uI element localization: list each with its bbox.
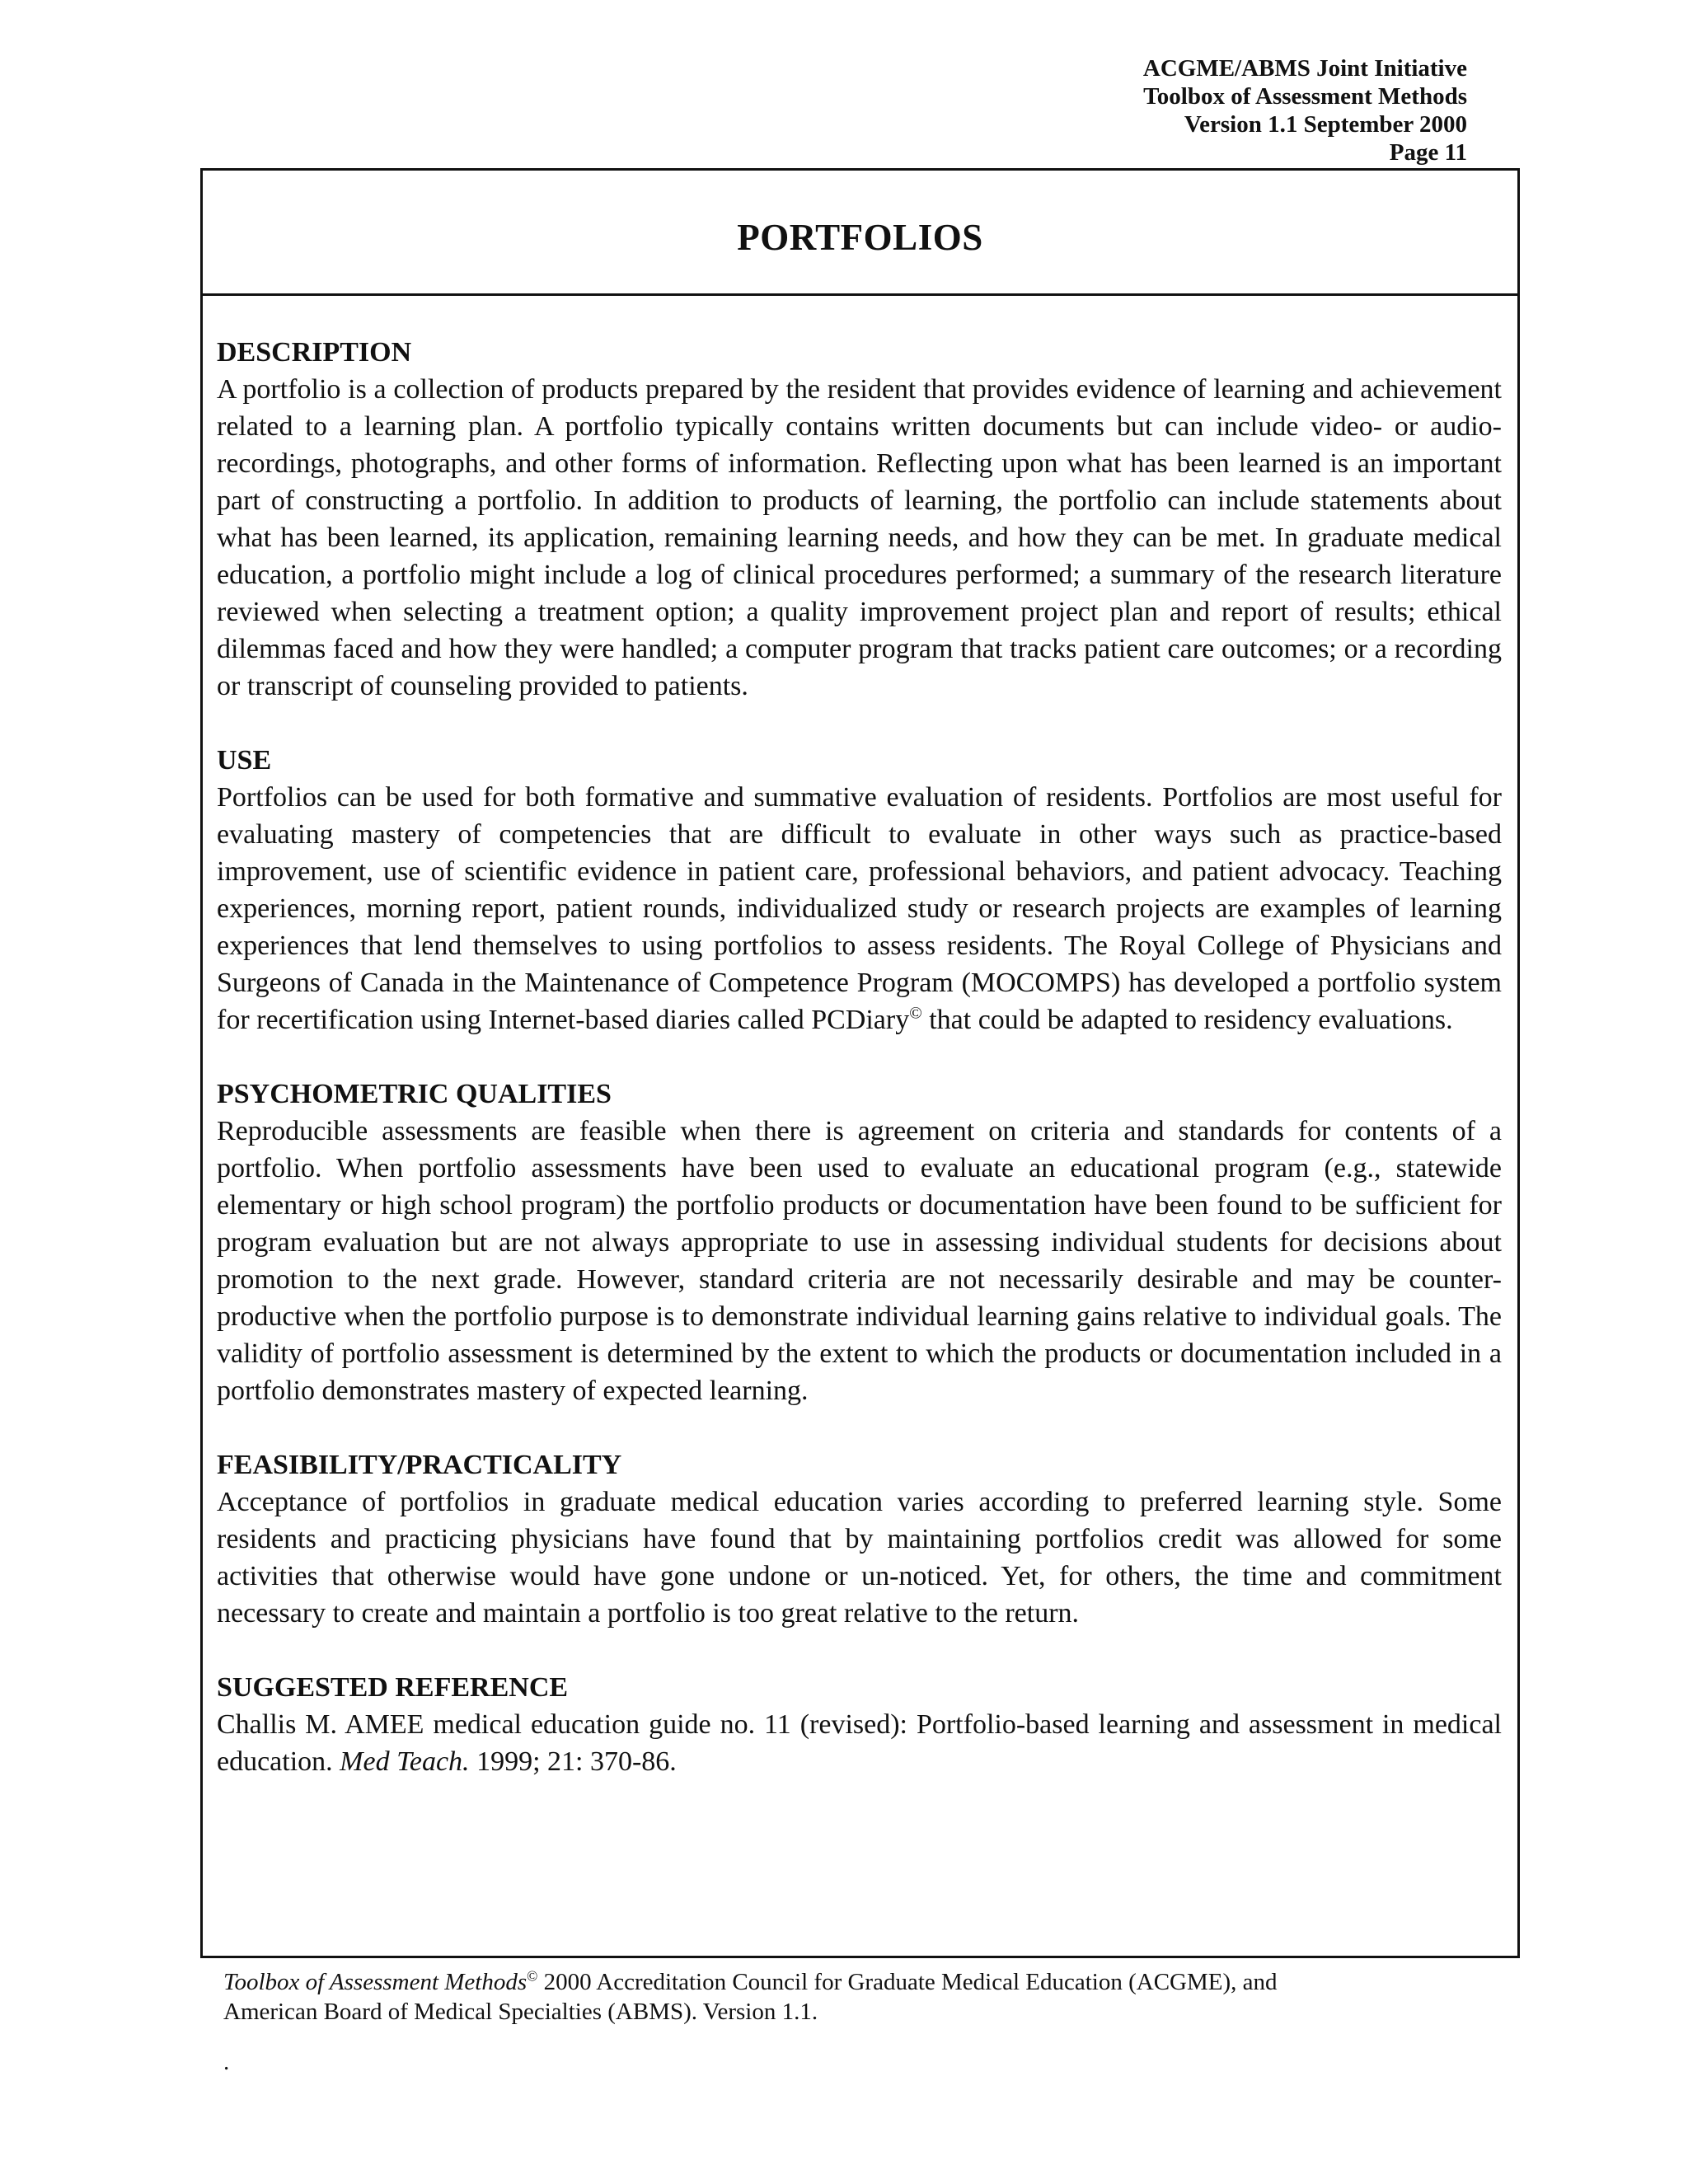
reference-text-part2: 1999; 21: 370-86. xyxy=(469,1746,677,1777)
footer-line1 xyxy=(223,1967,1509,1997)
trailing-period: . xyxy=(223,2049,230,2075)
page-title: PORTFOLIOS xyxy=(737,216,983,258)
header-version: Version 1.1 September 2000 xyxy=(1184,111,1467,138)
running-header xyxy=(1143,54,1467,166)
section-feasibility xyxy=(217,1446,1502,1632)
title-area xyxy=(203,171,1517,296)
section-body-use xyxy=(217,779,1502,1038)
reference-journal: Med Teach. xyxy=(340,1746,470,1777)
header-initiative: ACGME/ABMS Joint Initiative xyxy=(1142,55,1467,82)
footer-toolbox-title: Toolbox of Assessment Methods xyxy=(223,1969,528,1995)
section-heading-reference: SUGGESTED REFERENCE xyxy=(217,1672,569,1703)
section-heading-feasibility: FEASIBILITY/PRACTICALITY xyxy=(217,1450,622,1480)
document-content xyxy=(203,334,1517,1780)
section-heading-use: USE xyxy=(217,745,272,776)
section-description xyxy=(217,334,1502,705)
copyright-mark: © xyxy=(909,1004,922,1023)
use-text-part1: Portfolios can be used for both formative and summative evaluation of residents. Portfolios are most useful for evaluating mastery of competencies that are difficult to evaluate in other ways such as practice-based improvement, use of scientific evidence in patient care, professional behaviors, and patient advocacy. Teaching experiences, morning report, patient rounds, individualized study or research projects are examples of learning experiences that lend themselves to using portfolios to assess residents. The Royal College of Physicians and Surgeons of Canada in the Maintenance of Competence Program (MOCOMPS) has developed a portfolio system for recertification using Internet-based diaries called PCDiary xyxy=(217,782,1502,1035)
header-page-number: Page 11 xyxy=(1389,139,1467,166)
reference-text-part1: Challis M. AMEE medical education guide no. 11 (revised): Portfolio-based learning and assessment in medical education. xyxy=(217,1709,1502,1777)
content-box xyxy=(200,168,1520,1958)
section-body-psychometric: Reproducible assessments are feasible when there is agreement on criteria and standards for contents of a portfolio. When portfolio assessments have been used to evaluate an educational program (e.g., statewide elementary or high school program) the portfolio products or documentation have been found to be sufficient for program evaluation but are not always appropriate to use in assessing individual students for decisions about promotion to the next grade. However, standard criteria are not necessarily desirable and may be counter-productive when the portfolio purpose is to demonstrate individual learning gains relative to individual goals. The validity of portfolio assessment is determined by the extent to which the products or documentation included in a portfolio demonstrates mastery of expected learning. xyxy=(217,1116,1502,1406)
section-psychometric xyxy=(217,1076,1502,1409)
section-body-description: A portfolio is a collection of products prepared by the resident that provides evidence of learning and achievement related to a learning plan. A portfolio typically contains written documents but can include video- or audio-recordings, photographs, and other forms of information. Reflecting upon what has been learned is an important part of constructing a portfolio. In addition to products of learning, the portfolio can include statements about what has been learned, its application, remaining learning needs, and how they can be met. In graduate medical education, a portfolio might include a log of clinical procedures performed; a summary of the research literature reviewed when selecting a treatment option; a quality improvement project plan and report of results; ethical dilemmas faced and how they were handled; a computer program that tracks patient care outcomes; or a recording or transcript of counseling provided to patients. xyxy=(217,374,1502,701)
header-toolbox: Toolbox of Assessment Methods xyxy=(1143,83,1467,110)
use-text-part2: that could be adapted to residency evaluations. xyxy=(921,1005,1453,1035)
page-footer xyxy=(223,1967,1509,2027)
section-heading-description: DESCRIPTION xyxy=(217,337,412,368)
footer-text-line1: 2000 Accreditation Council for Graduate Medical Education (ACGME), and xyxy=(537,1969,1278,1995)
footer-text-line2: American Board of Medical Specialties (ABMS). Version 1.1. xyxy=(223,1999,818,2025)
section-heading-psychometric: PSYCHOMETRIC QUALITIES xyxy=(217,1079,612,1109)
section-body-feasibility: Acceptance of portfolios in graduate medical education varies according to preferred learning style. Some residents and practicing physicians have found that by maintaining portfolios credit was allowed for some activities that otherwise would have gone undone or un-noticed. Yet, for others, the time and commitment necessary to create and maintain a portfolio is too great relative to the return. xyxy=(217,1487,1502,1629)
section-use xyxy=(217,742,1502,1038)
footer-copyright-mark: © xyxy=(527,1967,538,1985)
section-body-reference xyxy=(217,1706,1502,1780)
section-reference xyxy=(217,1669,1502,1780)
